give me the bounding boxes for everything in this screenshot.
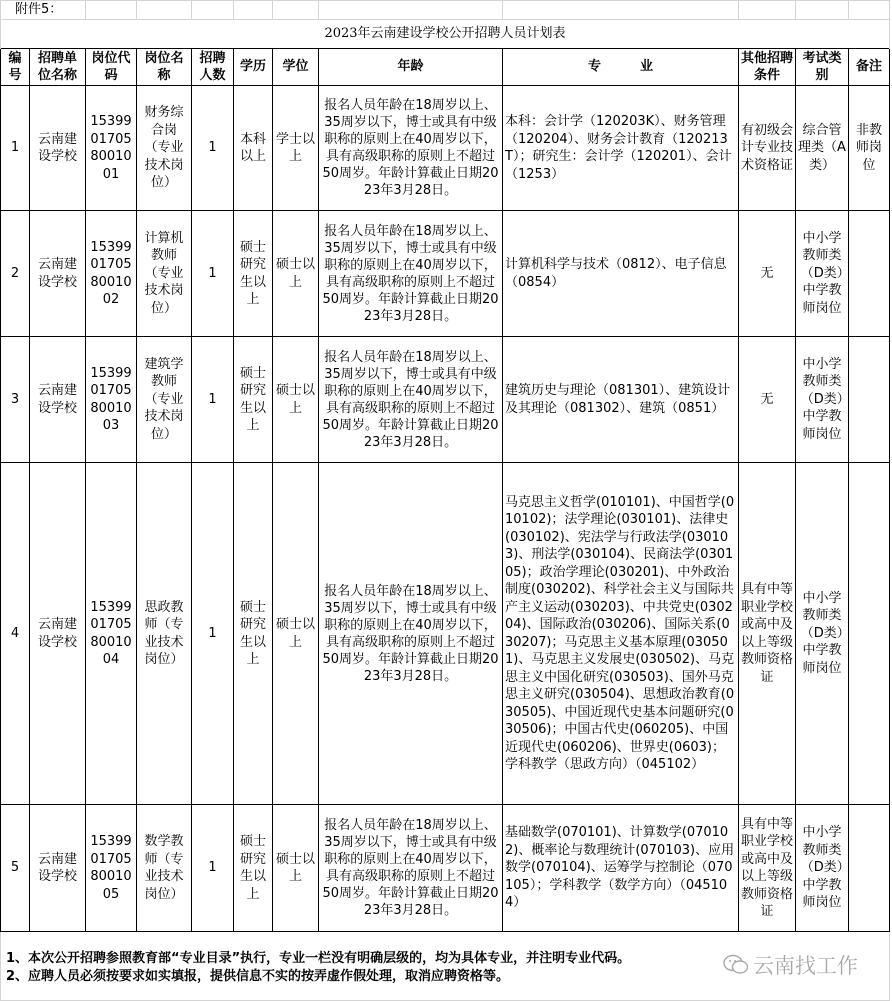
cell-unit: 云南建设学校 — [30, 463, 86, 805]
table-row — [1, 463, 890, 805]
cell-code: 15399017058001002 — [86, 211, 137, 337]
header-major: 专 业 — [503, 49, 739, 86]
header-count: 招聘人数 — [192, 49, 234, 86]
cell-exam: 中小学教师类（D类）中学教师岗位 — [796, 337, 849, 463]
annex-label: 附件5： — [1, 1, 86, 20]
header-unit: 招聘单位名称 — [30, 49, 86, 86]
header-remark: 备注 — [849, 49, 890, 86]
cell-major: 基础数学(070101)、计算数学(070102)、概率论与数理统计(070103)、应用数学(070104)、运筹学与控制论（070105）；学科教学（数学方向）（045104） — [503, 805, 739, 932]
cell-count: 1 — [192, 211, 234, 337]
cell-degree: 硕士以上 — [273, 463, 319, 805]
cell-no: 2 — [1, 211, 30, 337]
cell-degree: 硕士以上 — [273, 211, 319, 337]
cell-degree: 硕士以上 — [273, 337, 319, 463]
cell-unit: 云南建设学校 — [30, 86, 86, 211]
header-degree: 学位 — [273, 49, 319, 86]
cell-remark — [849, 211, 890, 337]
cell-unit: 云南建设学校 — [30, 337, 86, 463]
cell-position: 计算机教师（专业技术岗位） — [137, 211, 192, 337]
cell-remark — [849, 337, 890, 463]
cell-remark: 非教师岗位 — [849, 86, 890, 211]
cell-major: 建筑历史与理论（081301）、建筑设计及其理论（081302）、建筑（0851） — [503, 337, 739, 463]
cell-exam: 中小学教师类（D类）中学教师岗位 — [796, 211, 849, 337]
cell-education: 本科以上 — [234, 86, 273, 211]
cell-age: 报名人员年龄在18周岁以上、35周岁以下，博士或具有中级职称的原则上在40周岁以下，具有高级职称的原则上不超过50周岁。年龄计算截止日期2023年3月28日。 — [319, 805, 503, 932]
cell-position: 财务综合岗（专业技术岗位） — [137, 86, 192, 211]
cell-count: 1 — [192, 337, 234, 463]
cell-other: 无 — [739, 337, 796, 463]
cell-count: 1 — [192, 463, 234, 805]
notes-section — [0, 932, 890, 1001]
cell-other: 有初级会计专业技术资格证 — [739, 86, 796, 211]
cell-exam: 中小学教师类（D类）中学教师岗位 — [796, 805, 849, 932]
cell-count: 1 — [192, 805, 234, 932]
table-row — [1, 337, 890, 463]
cell-remark — [849, 463, 890, 805]
cell-age: 报名人员年龄在18周岁以上、35周岁以下，博士或具有中级职称的原则上在40周岁以下，具有高级职称的原则上不超过50周岁。年龄计算截止日期2023年3月28日。 — [319, 463, 503, 805]
cell-other: 无 — [739, 211, 796, 337]
cell-age: 报名人员年龄在18周岁以上、35周岁以下，博士或具有中级职称的原则上在40周岁以下，具有高级职称的原则上不超过50周岁。年龄计算截止日期2023年3月28日。 — [319, 337, 503, 463]
cell-education: 硕士研究生以上 — [234, 463, 273, 805]
cell-major: 计算机科学与技术（0812）、电子信息（0854） — [503, 211, 739, 337]
title-row — [1, 20, 890, 49]
note-1: 1、本次公开招聘参照教育部“专业目录”执行，专业一栏没有明确层级的，均为具体专业，并注明专业代码。 — [6, 951, 631, 966]
cell-no: 5 — [1, 805, 30, 932]
cell-code: 15399017058001003 — [86, 337, 137, 463]
watermark — [723, 950, 858, 980]
cell-code: 15399017058001004 — [86, 463, 137, 805]
cell-degree: 硕士以上 — [273, 805, 319, 932]
cell-position: 思政教师（专业技术岗位） — [137, 463, 192, 805]
cell-no: 4 — [1, 463, 30, 805]
cell-no: 3 — [1, 337, 30, 463]
header-other: 其他招聘条件 — [739, 49, 796, 86]
cell-unit: 云南建设学校 — [30, 805, 86, 932]
cell-education: 硕士研究生以上 — [234, 337, 273, 463]
cell-code: 15399017058001005 — [86, 805, 137, 932]
cell-position: 建筑学教师（专业技术岗位） — [137, 337, 192, 463]
header-no: 编号 — [1, 49, 30, 86]
cell-other: 具有中等职业学校或高中及以上等级教师资格证 — [739, 463, 796, 805]
header-age: 年龄 — [319, 49, 503, 86]
table-row — [1, 211, 890, 337]
cell-education: 硕士研究生以上 — [234, 211, 273, 337]
header-exam: 考试类别 — [796, 49, 849, 86]
wechat-icon — [723, 954, 749, 976]
cell-count: 1 — [192, 86, 234, 211]
cell-unit: 云南建设学校 — [30, 211, 86, 337]
cell-other: 具有中等职业学校或高中及以上等级教师资格证 — [739, 805, 796, 932]
table-row — [1, 86, 890, 211]
cell-code: 15399017058001001 — [86, 86, 137, 211]
cell-position: 数学教师（专业技术岗位） — [137, 805, 192, 932]
cell-age: 报名人员年龄在18周岁以上、35周岁以下，博士或具有中级职称的原则上在40周岁以下，具有高级职称的原则上不超过50周岁。年龄计算截止日期2023年3月28日。 — [319, 86, 503, 211]
cell-no: 1 — [1, 86, 30, 211]
cell-degree: 学士以上 — [273, 86, 319, 211]
header-education: 学历 — [234, 49, 273, 86]
header-position: 岗位名称 — [137, 49, 192, 86]
cell-exam: 中小学教师类（D类）中学教师岗位 — [796, 463, 849, 805]
cell-major: 马克思主义哲学(010101)、中国哲学(010102)；法学理论(030101)、法律史(030102)、宪法学与行政法学(030103)、刑法学(030104)、民商法学(030105)；政治学理论(030201)、中外政治制度(030202)、科学社会主义与国际共产主义运动(030203)、中共党史(030204)、国际政治(030206)、国际关系(030207)；马克思主义基本原理(030501)、马克思主义发展史(030502)、马克思主义中国化研究(030503)、国外马克思主义研究(030504)、思想政治教育(030505)、中国近现代史基本问题研究(030506)；中国古代史(060205)、中国近现代史(060206)、世界史(0603)；学科教学（思政方向）（045102） — [503, 463, 739, 805]
cell-exam: 综合管理类（A类） — [796, 86, 849, 211]
table-row — [1, 805, 890, 932]
watermark-text: 云南找工作 — [753, 954, 858, 978]
header-code: 岗位代码 — [86, 49, 137, 86]
cell-age: 报名人员年龄在18周岁以上、35周岁以下，博士或具有中级职称的原则上在40周岁以下，具有高级职称的原则上不超过50周岁。年龄计算截止日期2023年3月28日。 — [319, 211, 503, 337]
cell-major: 本科：会计学（120203K）、财务管理（120204）、财务会计教育（120213T）；研究生：会计学（120201）、会计（1253） — [503, 86, 739, 211]
header-row — [1, 49, 890, 86]
note-2: 2、应聘人员必须按要求如实填报，提供信息不实的按弄虚作假处理，取消应聘资格等。 — [6, 969, 510, 984]
cell-education: 硕士研究生以上 — [234, 805, 273, 932]
cell-remark — [849, 805, 890, 932]
page-title: 2023年云南建设学校公开招聘人员计划表 — [1, 20, 890, 49]
annex-row — [1, 1, 890, 20]
